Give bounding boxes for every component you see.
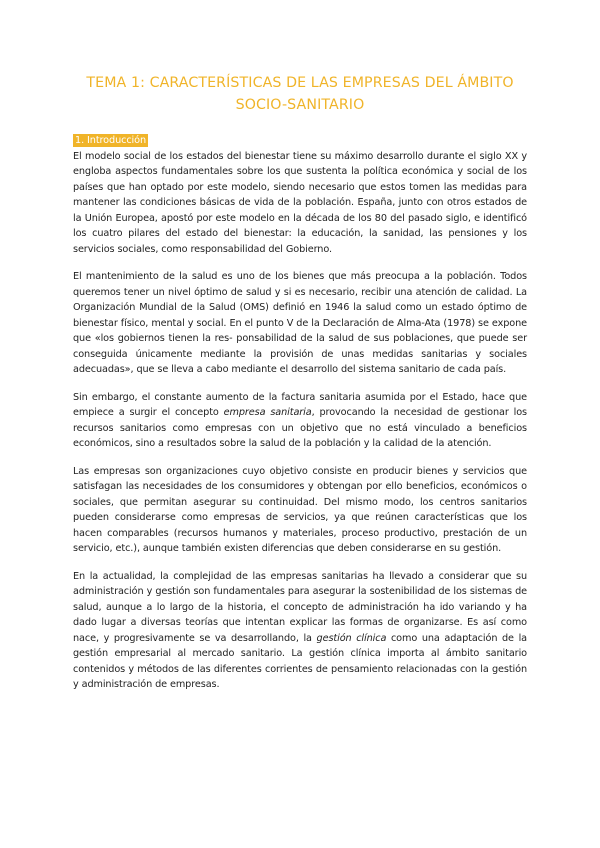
paragraph-5-part-2: como una adaptación de la gestión empresarial al mercado sanitario. La gestión clínica importa al ámbito sanitario contenidos y métodos de las diferentes corrientes de pensamiento relacionadas con la gestión y administración de empresas. <box>73 632 527 690</box>
paragraph-5-part-1: En la actualidad, la complejidad de las empresas sanitarias ha llevado a considerar que su administración y gestión son fundamentales para asegurar la sostenibilidad de los sistemas de salud, aunque a lo largo de la historia, el concepto de administración ha ido variando y ha dado lugar a diversas teorías que intentan explicar las formas de organizarse. Es así como nace, y progresivamente se va desarrollando, la <box>73 570 527 644</box>
section-heading: 1. Introducción <box>75 135 147 146</box>
paragraph-2: El mantenimiento de la salud es uno de los bienes que más preocupa a la población. Todos queremos tener un nivel óptimo de salud y si es necesario, recibir una atención de calidad. La Organización Mundial de la Salud (OMS) definió en 1946 la salud como un estado óptimo de bienestar físico, mental y social. En el punto V de la Declaración de Alma-Ata (1978) se expone que «los gobiernos tienen la res- ponsabilidad de la salud de sus poblaciones, que puede ser conseguida únicamente mediante la provisión de unas medidas sanitarias y sociales adecuadas», que se lleva a cabo mediante el desarrollo del sistema sanitario de cada país. <box>73 271 527 375</box>
page-title-line-2: SOCIO-SANITARIO <box>235 97 365 113</box>
page-title-line-1: TEMA 1: CARACTERÍSTICAS DE LAS EMPRESAS DEL ÁMBITO <box>86 75 514 91</box>
paragraph-3-part-1: Sin embargo, el constante aumento de la factura sanitaria asumida por el Estado, hace que empiece a surgir el concepto <box>73 391 527 418</box>
document-body <box>73 133 527 705</box>
paragraph-3-emphasis: empresa sanitaria <box>223 407 312 418</box>
paragraph-4: Las empresas son organizaciones cuyo objetivo consiste en producir bienes y servicios que satisfagan las necesidades de los consumidores y obtengan por ello beneficios, económicos o sociales, que permitan asegurar su continuidad. Del mismo modo, los centros sanitarios pueden considerarse como empresas de servicios, ya que reúnen características que los hacen comparables (recursos humanos y materiales, proceso productivo, prestación de un servicio, etc.), aunque también existen diferencias que deben considerarse en su gestión. <box>73 465 527 554</box>
paragraph-5-emphasis: gestión clínica <box>316 632 387 644</box>
paragraph-5 <box>73 569 527 693</box>
paragraph-1: El modelo social de los estados del bienestar tiene su máximo desarrollo durante el siglo XX y engloba aspectos fundamentales sobre los que sustenta la política económica y social de los países que han optado por este modelo, siendo necesario que estos tomen las medidas para mantener las condiciones básicas de vida de la población. España, junto con otros estados de la Unión Europea, apostó por este modelo en la década de los 80 del pasado siglo, e identificó los cuatro pilares del estado del bienestar: la educación, la sanidad, las pensiones y los servicios sociales, como responsabilidad del Gobierno. <box>73 150 527 255</box>
page-title <box>60 72 540 116</box>
paragraph-3 <box>73 390 527 452</box>
paragraph-3-part-2: , provocando la necesidad de gestionar los recursos sanitarios como empresas con un objetivo que no está vinculado a beneficios económicos, sino a resultados sobre la salud de la población y la calidad de la atención. <box>73 407 527 449</box>
